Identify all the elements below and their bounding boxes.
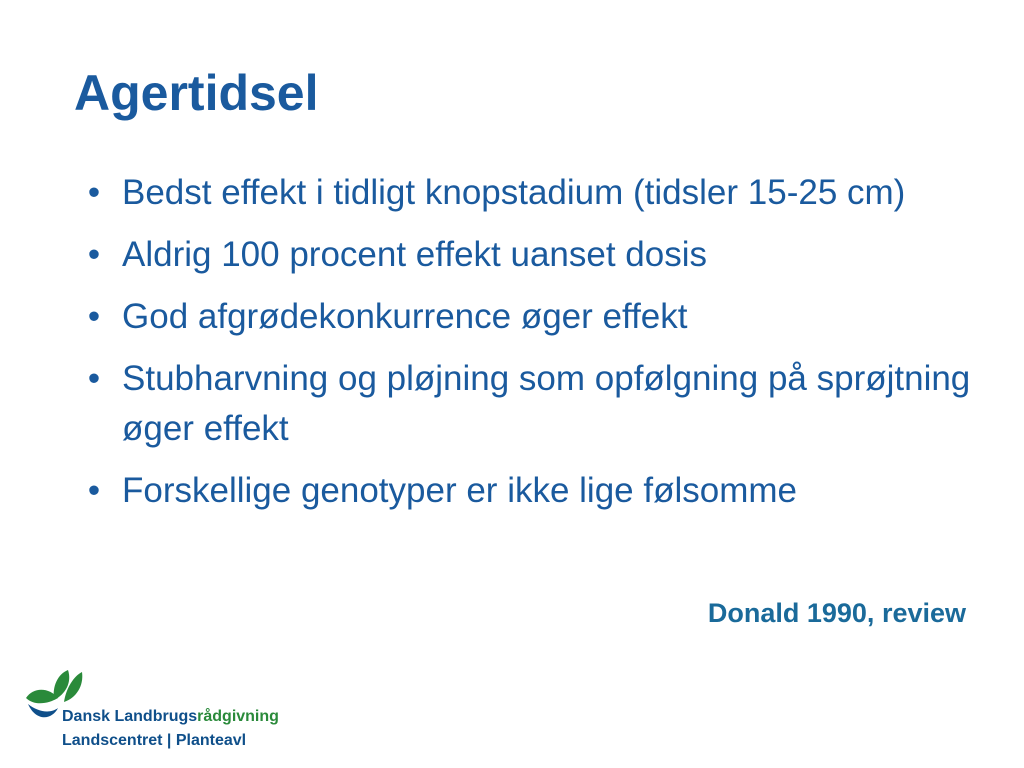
slide-title: Agertidsel [74,65,319,121]
bullet-item [84,230,984,280]
bullet-text: Bedst effekt i tidligt knopstadium (tidsler 15-25 cm) [122,173,906,212]
bullet-text: Stubharvning og pløjning som opfølgning på sprøjtning øger effekt [122,359,971,448]
bullet-icon: • [87,235,101,274]
bullet-item [84,292,984,342]
bullet-text: God afgrødekonkurrence øger effekt [122,297,688,336]
bullet-icon: • [87,173,101,212]
bullet-icon: • [87,359,101,398]
bullet-item [84,466,984,516]
citation: Donald 1990, review [707,598,966,628]
bullet-list [84,168,984,528]
logo-subline: Landscentret | Planteavl [62,732,247,749]
bullet-text: Aldrig 100 procent effekt uanset dosis [122,235,708,274]
bullet-icon: • [87,297,101,336]
bullet-item [84,168,984,218]
bullet-item [84,354,984,454]
bullet-icon: • [87,471,101,510]
logo-name [62,708,279,726]
organization-logo [24,668,344,758]
bullet-text: Forskellige genotyper er ikke lige følsomme [122,471,797,510]
logo-name-main: Dansk Landbrugs [62,708,198,725]
logo-name-accent: rådgivning [197,708,279,725]
